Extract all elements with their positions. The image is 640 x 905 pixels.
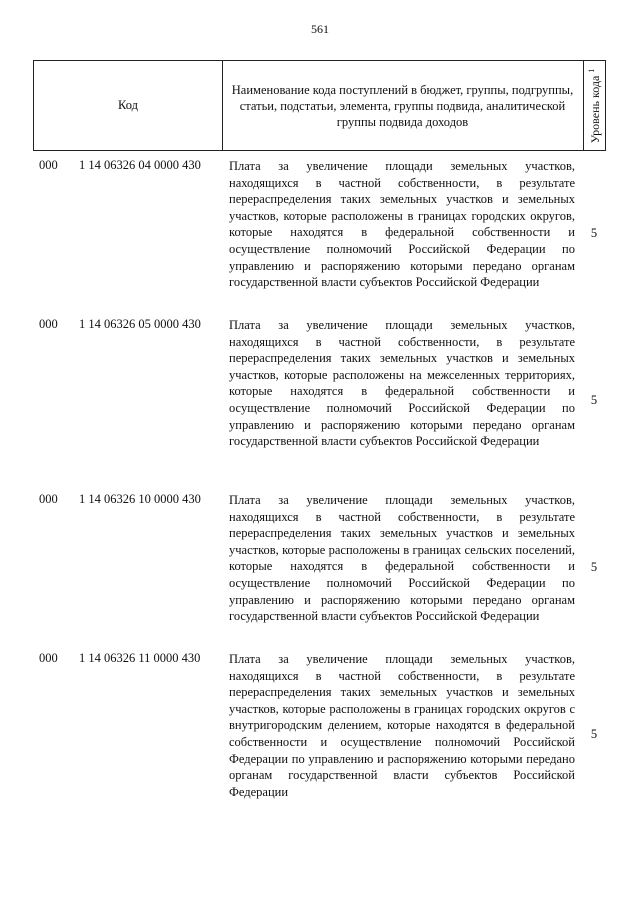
revenue-description: Плата за увеличение площади земельных участков, находящихся в частной собственности, в результате перераспределения таких земельных участков и земельных участков, которые расположены в границах сельских поселений, которые находятся в федеральной собственности и осуществление полномочий Российской Федерации по управлению и распоряжению которыми передано органам государственной власти субъектов Российской Федерации — [229, 493, 575, 624]
revenue-code: 1 14 06326 05 0000 430 — [79, 317, 201, 331]
header-level-label — [587, 68, 603, 143]
revenue-code: 1 14 06326 10 0000 430 — [79, 492, 201, 506]
code-level: 5 — [590, 560, 598, 574]
code-level: 5 — [590, 727, 598, 741]
table-header — [33, 60, 606, 151]
revenue-code: 1 14 06326 04 0000 430 — [79, 158, 201, 172]
admin-code: 000 — [39, 492, 58, 506]
code-level: 5 — [590, 226, 598, 240]
admin-code: 000 — [39, 651, 58, 665]
admin-code: 000 — [39, 317, 58, 331]
code-level: 5 — [590, 393, 598, 407]
header-code: Код — [34, 61, 223, 150]
revenue-description: Плата за увеличение площади земельных участков, находящихся в частной собственности, в результате перераспределения таких земельных участков и земельных участков, которые расположены в границах городских округов с внутригородским делением, которые находятся в федеральной собственности и осуществление полномочий Российской Федерации по управлению и распоряжению которыми передано органам государственной власти субъектов Российской Федерации — [229, 652, 575, 799]
header-name: Наименование кода поступлений в бюджет, группы, подгруппы, статьи, подстатьи, элемента, группы подвида, аналитической группы подвида доходов — [222, 61, 584, 150]
revenue-code: 1 14 06326 11 0000 430 — [79, 651, 201, 665]
revenue-description: Плата за увеличение площади земельных участков, находящихся в частной собственности, в результате перераспределения таких земельных участков и земельных участков, которые расположены на межселенных территориях, которые находятся в федеральной собственности и осуществление полномочий Российской Федерации по управлению и распоряжению которыми передано органам государственной власти субъектов Российской Федерации — [229, 318, 575, 449]
header-level-footnote: 1 — [586, 68, 596, 73]
admin-code: 000 — [39, 158, 58, 172]
page-number: 561 — [311, 22, 329, 36]
header-level-text: Уровень кода — [587, 75, 602, 143]
revenue-description: Плата за увеличение площади земельных участков, находящихся в частной собственности, в результате перераспределения таких земельных участков и земельных участков, которые расположены в границах городских округов, которые находятся в федеральной собственности и осуществление полномочий Российской Федерации по управлению и распоряжению которыми передано органам государственной власти субъектов Российской Федерации — [229, 159, 575, 290]
header-level — [584, 61, 605, 150]
